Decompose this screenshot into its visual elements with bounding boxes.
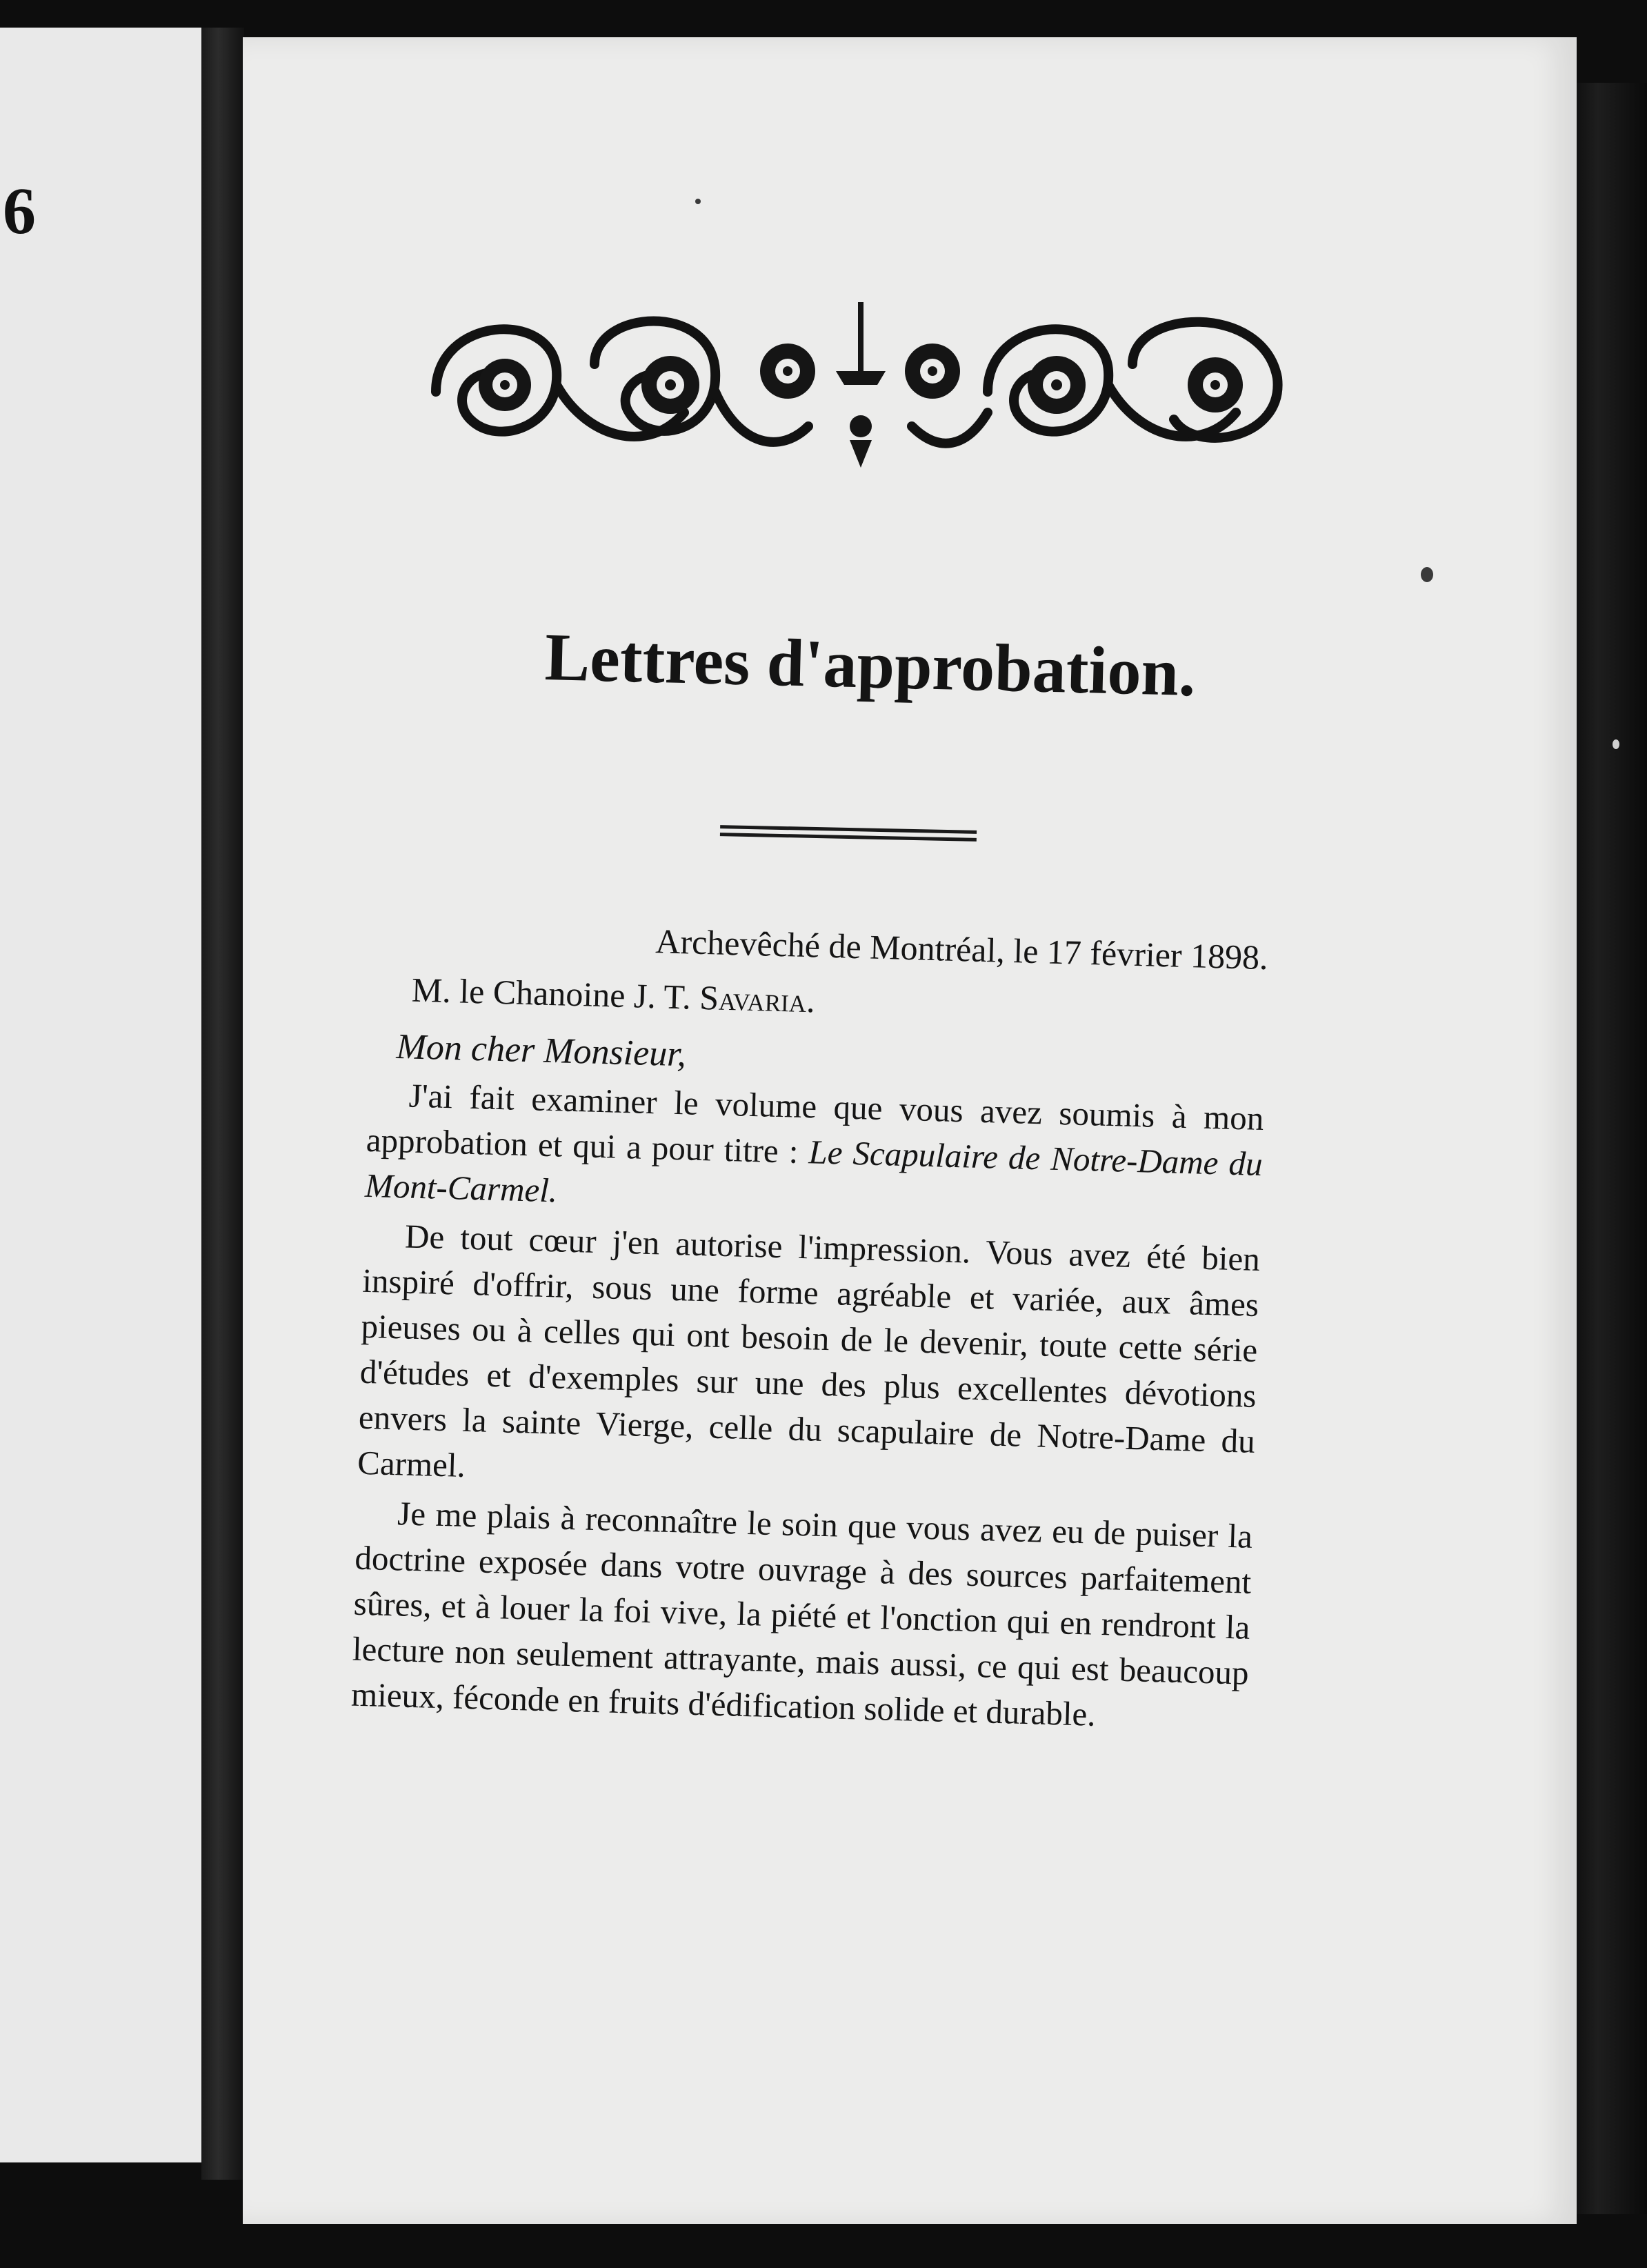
- page-title: Lettres d'approbation.: [543, 620, 1197, 711]
- letter-body: [350, 911, 1268, 1742]
- paragraph-2: De tout cœur j'en autorise l'impression. Vous avez été bien inspiré d'offrir, sous une forme agréable et variée, aux âmes pieuses ou à celles qui ont besoin de le devenir, toute cette série d'études et d'exemples sur une des plus excellentes dévotions envers la sainte Vierge, celle du scapulaire de Notre-Dame du Carmel.: [357, 1217, 1261, 1484]
- print-speck: [1421, 567, 1433, 582]
- recipient-suffix: .: [806, 981, 816, 1020]
- recipient-prefix: M. le Chanoine J. T.: [411, 970, 701, 1017]
- left-page: [0, 28, 206, 2162]
- book-spine: [201, 28, 244, 2180]
- paragraph-3: Je me plais à reconnaître le soin que vous avez eu de puiser la doctrine exposée dans votre ouvrage à des sources parfaitement sûres, et à louer la foi vive, la piété et l'onction qui en rendront la lecture non seulement attrayante, mais aussi, ce qui est beaucoup mieux, féconde en fruits d'édification solide et durable.: [350, 1494, 1253, 1733]
- recipient-name: Savaria: [699, 977, 807, 1020]
- left-page-number: 6: [3, 174, 36, 248]
- dateline: Archevêché de Montréal, le 17 février 1898.: [655, 922, 1269, 977]
- salutation: Mon cher Monsieur,: [395, 1027, 687, 1075]
- paragraph-1-text: J'ai fait examiner le volume que vous avez soumis à mon approbation et qui a pour titre :: [366, 1076, 1265, 1171]
- print-speck: [1613, 739, 1619, 749]
- recipient-line: [411, 967, 1267, 1036]
- scroll-flourish-headpiece-icon: [422, 288, 1298, 481]
- book-title: Le Scapulaire de Notre-Dame du Mont-Carmel.: [364, 1133, 1264, 1210]
- page-edge: [1577, 83, 1647, 2214]
- print-speck: [695, 199, 701, 204]
- paragraph-1: [364, 1072, 1264, 1233]
